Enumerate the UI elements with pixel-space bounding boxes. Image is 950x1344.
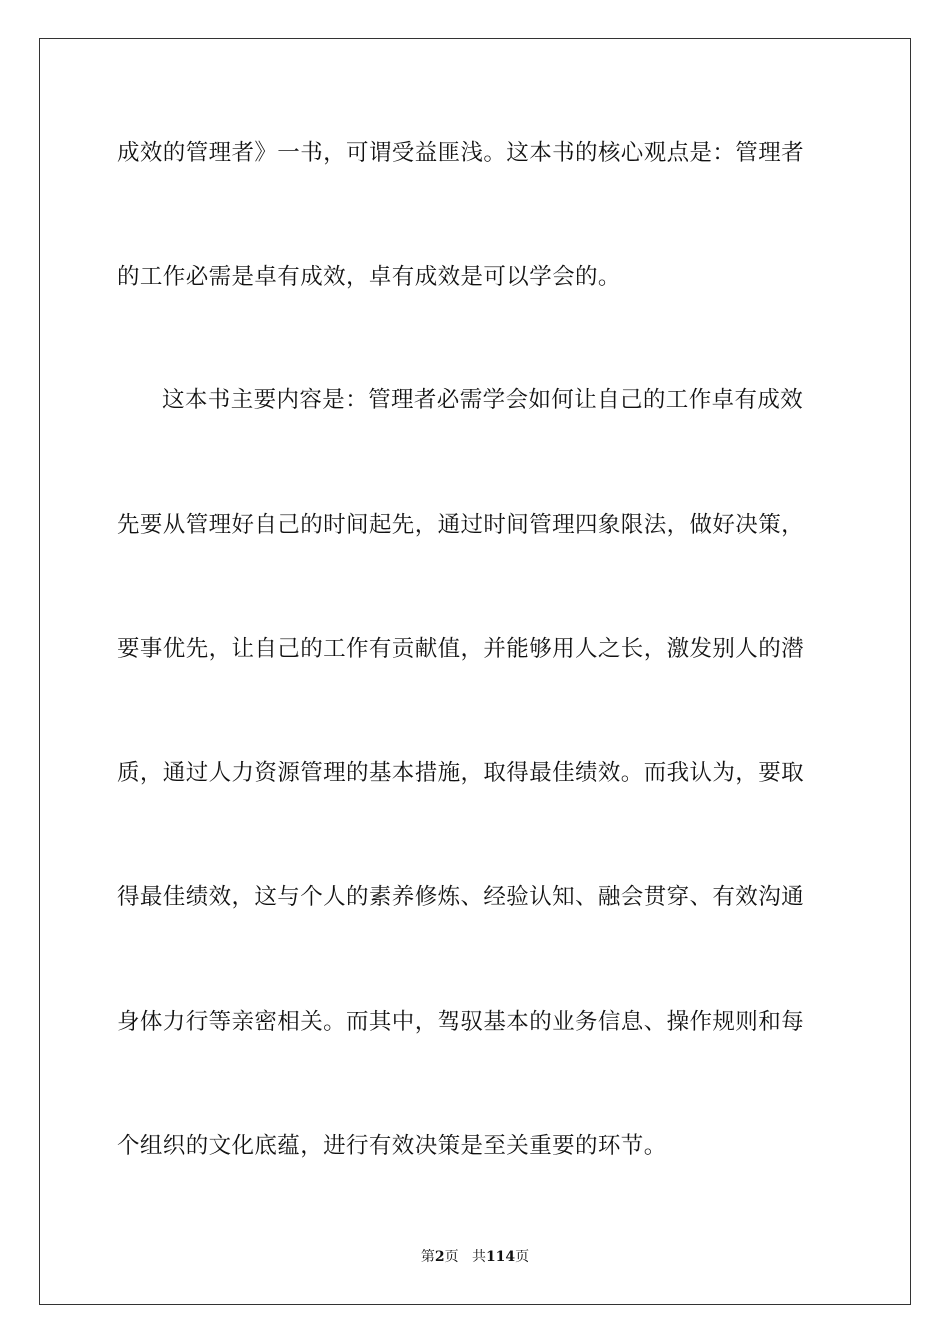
body-line-5: 要事优先，让自己的工作有贡献值，并能够用人之长，激发别人的潜 [117, 636, 805, 662]
body-line-3: 这本书主要内容是：管理者必需学会如何让自己的工作卓有成效 [162, 387, 804, 413]
page-prefix: 第 [420, 1249, 435, 1265]
body-line-4: 先要从管理好自己的时间起先，通过时间管理四象限法，做好决策， [117, 512, 805, 538]
page-number: 2 [434, 1249, 445, 1265]
body-line-7: 得最佳绩效，这与个人的素养修炼、经验认知、融会贯穿、有效沟通 [117, 884, 805, 910]
body-line-2: 的工作必需是卓有成效，卓有成效是可以学会的。 [117, 264, 621, 290]
page-footer [0, 1247, 950, 1267]
page-suffix: 页 [444, 1249, 459, 1265]
body-line-6: 质，通过人力资源管理的基本措施，取得最佳绩效。而我认为，要取 [117, 760, 805, 786]
total-suffix: 页 [515, 1249, 530, 1265]
body-line-9: 个组织的文化底蕴，进行有效决策是至关重要的环节。 [117, 1133, 667, 1159]
body-line-8: 身体力行等亲密相关。而其中，驾驭基本的业务信息、操作规则和每 [117, 1009, 805, 1035]
body-line-1: 成效的管理者》一书，可谓受益匪浅。这本书的核心观点是：管理者 [117, 140, 805, 166]
total-pages: 114 [485, 1249, 516, 1265]
page-border [39, 38, 911, 1305]
total-prefix: 共 [471, 1249, 486, 1265]
